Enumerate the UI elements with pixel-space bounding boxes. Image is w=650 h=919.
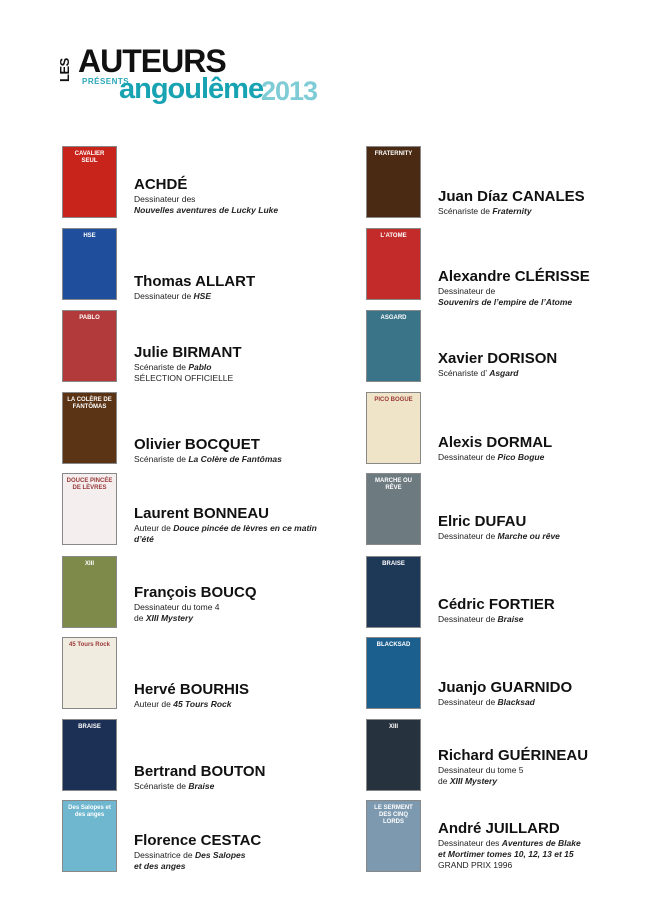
cover-title: ASGARD (380, 315, 407, 321)
role-label: Dessinatrice de (134, 850, 195, 860)
work-title: HSE (193, 291, 212, 301)
cover-title: HSE (83, 233, 96, 239)
author-name: Alexandre CLÉRISSE (438, 268, 590, 285)
cover-title: PABLO (79, 315, 100, 321)
work-title: Nouvelles aventures de Lucky Luke (134, 205, 279, 215)
author-name: Cédric FORTIER (438, 596, 555, 613)
author-role (438, 838, 628, 860)
author-name: Julie BIRMANT (134, 344, 242, 361)
author-text (438, 434, 628, 463)
author-role (134, 362, 324, 373)
author-name: Xavier DORISON (438, 350, 558, 367)
work-title: La Colère de Fantômas (188, 454, 282, 464)
work-title: Douce pincée de lèvres en ce matin d’été (134, 523, 317, 544)
author-name: Richard GUÉRINEAU (438, 747, 589, 764)
author-distinction: SÉLECTION OFFICIELLE (134, 373, 234, 383)
work-title: Aventures de Blake (501, 838, 581, 848)
work-title: XIII Mystery (449, 776, 498, 786)
author-text (134, 832, 324, 872)
role-label-2: de (134, 613, 146, 623)
header-year: 2013 (261, 76, 318, 106)
author-role (438, 206, 628, 217)
author-text (438, 820, 628, 871)
book-cover (366, 310, 421, 382)
role-label: Auteur de (134, 699, 174, 709)
author-name: Elric DUFAU (438, 513, 527, 530)
role-label: Auteur de (134, 523, 174, 533)
author-text (438, 513, 628, 542)
book-cover (62, 800, 117, 872)
book-cover (62, 637, 117, 709)
role-label: Dessinateur de (438, 286, 496, 296)
author-text (438, 596, 628, 625)
book-cover (62, 392, 117, 464)
author-text (438, 679, 628, 708)
book-cover (366, 473, 421, 545)
role-label: Dessinateur des (134, 194, 196, 204)
role-label: Dessinateur du tome 5 (438, 765, 524, 775)
author-text (134, 436, 324, 465)
author-role (438, 452, 628, 463)
work-title: Pico Bogue (497, 452, 545, 462)
author-name: Florence CESTAC (134, 832, 262, 849)
role-label: Dessinateur de (438, 452, 498, 462)
work-title: Asgard (489, 368, 519, 378)
author-text (134, 344, 324, 384)
author-role (438, 697, 628, 708)
book-cover (62, 228, 117, 300)
author-text (134, 505, 324, 545)
cover-title: LA COLÈRE DE FANTÔMAS (67, 397, 112, 410)
cover-title: Des Salopes et des anges (68, 805, 111, 818)
author-text (438, 350, 628, 379)
book-cover (62, 473, 117, 545)
work-title: Des Salopes (194, 850, 246, 860)
author-name: ACHDÉ (134, 176, 188, 193)
cover-title: CAVALIER SEUL (74, 151, 105, 164)
author-text (438, 188, 628, 217)
cover-title: XIII (388, 724, 398, 730)
work-title-2: et des anges (134, 861, 186, 871)
work-title: Braise (497, 614, 524, 624)
author-name: Laurent BONNEAU (134, 505, 270, 522)
author-text (134, 763, 324, 792)
book-cover (366, 228, 421, 300)
book-cover (366, 392, 421, 464)
book-cover (62, 719, 117, 791)
author-text (134, 681, 324, 710)
author-role (438, 765, 628, 787)
role-label: Scénariste de (134, 781, 189, 791)
work-title: Pablo (188, 362, 212, 372)
book-cover (366, 556, 421, 628)
header-presents: PRÉSENTS (82, 77, 130, 86)
cover-title: PICO BOGUE (374, 397, 413, 403)
author-role (134, 602, 324, 624)
author-role (134, 781, 324, 792)
role-label: Dessinateur des (438, 838, 502, 848)
author-name: Thomas ALLART (134, 273, 256, 290)
author-text (438, 268, 628, 308)
role-label-2: de (438, 776, 450, 786)
role-label: Scénariste d’ (438, 368, 490, 378)
cover-title: 45 Tours Rock (69, 642, 110, 648)
author-text (134, 176, 324, 216)
author-name: François BOUCQ (134, 584, 257, 601)
role-label: Scénariste de (438, 206, 493, 216)
header-les: LES (57, 58, 72, 82)
work-title: Souvenirs de l’empire de l’Atome (438, 297, 573, 307)
role-label: Dessinateur de (438, 614, 498, 624)
author-text (134, 584, 324, 624)
cover-title: BRAISE (78, 724, 101, 730)
role-label: Scénariste de (134, 454, 189, 464)
author-role (438, 368, 628, 379)
book-cover (366, 146, 421, 218)
role-label: Dessinateur du tome 4 (134, 602, 220, 612)
author-name: Juan Díaz CANALES (438, 188, 585, 205)
cover-title: LE SERMENT DES CINQ LORDS (374, 805, 413, 825)
author-name: André JUILLARD (438, 820, 560, 837)
book-cover (366, 637, 421, 709)
book-cover (366, 800, 421, 872)
work-title: Marche ou rêve (497, 531, 560, 541)
author-role (134, 291, 324, 302)
book-cover (62, 310, 117, 382)
work-title: Fraternity (492, 206, 532, 216)
cover-title: DOUCE PINCÉE DE LÈVRES (66, 478, 113, 491)
author-distinction: GRAND PRIX 1996 (438, 860, 513, 870)
author-role (134, 194, 324, 216)
book-cover (62, 556, 117, 628)
author-role (134, 454, 324, 465)
role-label: Dessinateur de (438, 697, 498, 707)
cover-title: FRATERNITY (374, 151, 413, 157)
book-cover (366, 719, 421, 791)
work-title: Braise (188, 781, 215, 791)
page-header (56, 44, 336, 116)
author-name: Olivier BOCQUET (134, 436, 260, 453)
author-role (134, 699, 324, 710)
author-role (134, 850, 324, 872)
author-text (438, 747, 628, 787)
role-label: Dessinateur de (438, 531, 498, 541)
book-cover (62, 146, 117, 218)
author-role (438, 614, 628, 625)
cover-title: XIII (84, 561, 94, 567)
cover-title: BRAISE (382, 561, 405, 567)
work-title: 45 Tours Rock (173, 699, 232, 709)
cover-title: MARCHE OU RÊVE (375, 478, 412, 491)
work-title: XIII Mystery (145, 613, 194, 623)
cover-title: BLACKSAD (376, 642, 411, 648)
role-label: Scénariste de (134, 362, 189, 372)
header-angouleme: angoulême (119, 73, 264, 105)
author-role (438, 286, 628, 308)
work-title: Blacksad (497, 697, 535, 707)
author-role (134, 523, 324, 545)
header-auteurs: AUTEURS (78, 43, 226, 79)
role-label: Dessinateur de (134, 291, 194, 301)
author-role (438, 531, 628, 542)
author-name: Hervé BOURHIS (134, 681, 250, 698)
author-name: Alexis DORMAL (438, 434, 553, 451)
author-name: Bertrand BOUTON (134, 763, 266, 780)
author-name: Juanjo GUARNIDO (438, 679, 573, 696)
author-text (134, 273, 324, 302)
cover-title: L'ATOME (380, 233, 407, 239)
work-title-2: et Mortimer tomes 10, 12, 13 et 15 (438, 849, 574, 859)
